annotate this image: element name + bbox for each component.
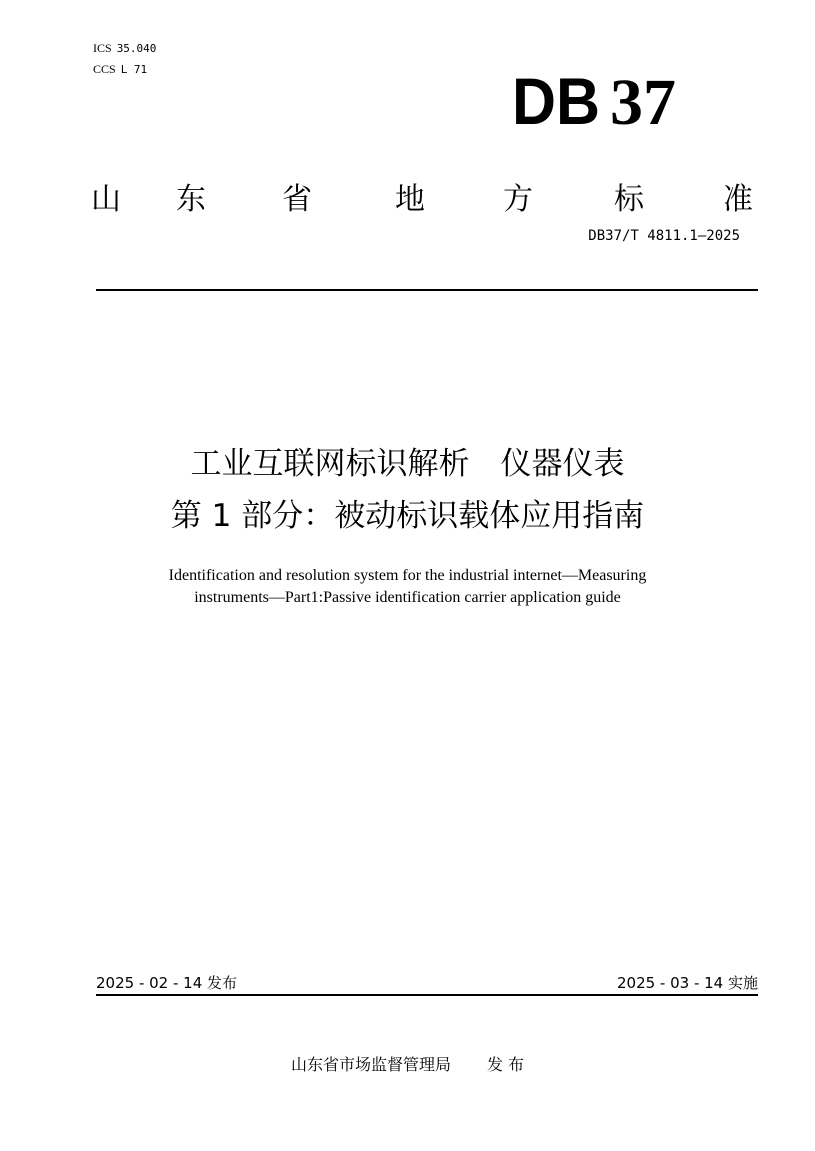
standard-type-char: 方	[503, 182, 533, 217]
title-en-line1: Identification and resolution system for the industrial internet—Measuring	[168, 567, 647, 584]
title-zh-line2: 第 1 部分：被动标识载体应用指南	[170, 498, 645, 534]
ccs-value: L 71	[120, 63, 148, 76]
ics-label: ICS	[93, 41, 112, 55]
footer-divider	[96, 994, 758, 996]
issuer-line	[0, 1054, 815, 1076]
standard-type-char: 标	[614, 182, 644, 217]
ics-value: 35.040	[116, 42, 157, 55]
standard-number: DB37/T 4811.1—2025	[588, 228, 740, 244]
standard-type-char: 省	[282, 182, 312, 217]
issuer-name: 山东省市场监督管理局	[290, 1055, 451, 1074]
implement-date: 2025 - 03 - 14 实施	[616, 974, 758, 992]
issue-date: 2025 - 02 - 14 发布	[96, 974, 238, 992]
title-zh-line1: 工业互联网标识解析 仪器仪表	[190, 446, 625, 482]
header-divider	[96, 289, 758, 291]
db-letters: DB	[512, 66, 600, 130]
standard-type-char: 地	[395, 182, 425, 217]
ics-code	[93, 41, 156, 56]
standard-type-heading	[86, 180, 758, 228]
ccs-label: CCS	[93, 62, 116, 76]
ccs-code	[93, 62, 147, 77]
db-number: 37	[610, 66, 676, 130]
standard-type-char: 东	[176, 182, 206, 217]
issuer-action: 发 布	[486, 1055, 525, 1074]
db37-logo	[512, 66, 712, 130]
standard-type-char: 准	[723, 182, 753, 217]
standard-type-char: 山	[91, 182, 121, 217]
title-en-line2: instruments—Part1:Passive identification carrier application guide	[194, 589, 621, 606]
